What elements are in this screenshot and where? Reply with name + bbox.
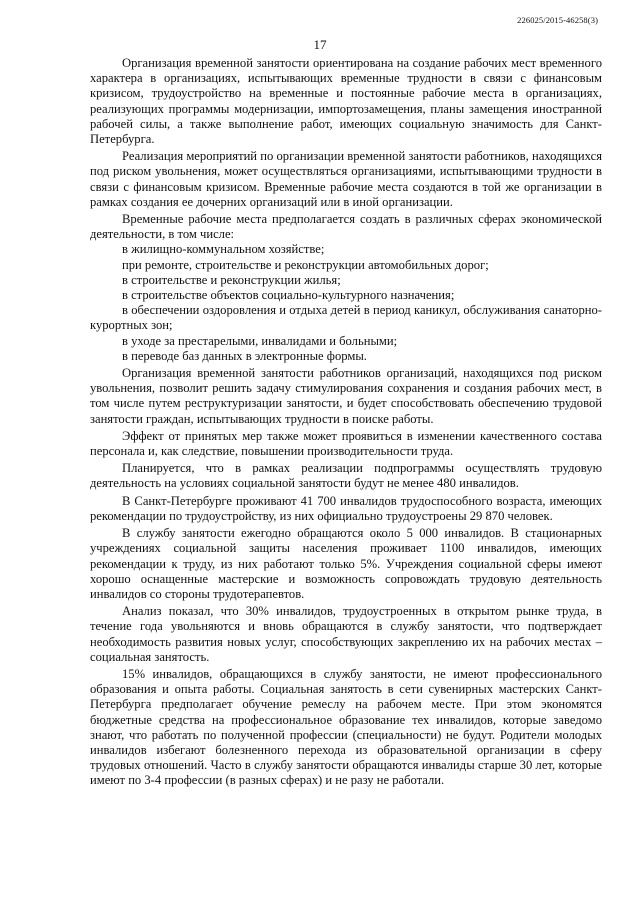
document-body xyxy=(90,56,602,789)
paragraph: Реализация мероприятий по организации временной занятости работников, находящихся под риском увольнения, может осуществляться организациями, испытывающими трудности в связи с финансовым кризисом. Временные рабочие места создаются в той же организации в рамках создания ее дочерних организаций или в иной организации. xyxy=(90,149,602,209)
list-item: в уходе за престарелыми, инвалидами и больными; xyxy=(122,333,398,348)
page-number: 17 xyxy=(313,37,327,52)
list-item: в строительстве объектов социально-культурного назначения; xyxy=(122,288,455,303)
paragraph: 15% инвалидов, обращающихся в службу занятости, не имеют профессионального образования и опыта работы. Социальная занятость в сети сувенирных мастерских Санкт-Петербурга предполагает обучение ремеслу на рабочем месте. При этом экономятся бюджетные средства на профессиональное образование тех инвалидов, которые заведомо знают, что работать по полученной профессии (специальности) не будут. Родители молодых инвалидов избегают болезненного перехода из образовательной организации в сферу трудовых отношений. Часто в службу занятости обращаются инвалиды старше 30 лет, которые имеют по 3-4 профессии (в разных сферах) и не разу не работали. xyxy=(90,666,602,788)
paragraph: Эффект от принятых мер также может проявиться в изменении качественного состава персонала и, как следствие, повышении производительности труда. xyxy=(90,428,602,459)
document-id: 226025/2015-46258(3) xyxy=(517,15,598,25)
list-item: при ремонте, строительстве и реконструкции автомобильных дорог; xyxy=(122,257,489,272)
paragraph: В Санкт-Петербурге проживают 41 700 инвалидов трудоспособного возраста, имеющих рекомендации по трудоустройству, из них официально трудоустроены 29 870 человек. xyxy=(90,493,602,523)
paragraph: Планируется, что в рамках реализации подпрограммы осуществлять трудовую деятельность на условиях социальной занятости будут не менее 480 инвалидов. xyxy=(90,461,602,491)
paragraph: Анализ показал, что 30% инвалидов, трудоустроенных в открытом рынке труда, в течение года увольняются и вновь обращаются в службу занятости, что подтверждает необходимость развития новых услуг, способствующих закреплению их на рабочих местах – социальная занятость. xyxy=(90,604,602,664)
paragraph: Организация временной занятости ориентирована на создание рабочих мест временного характера в организациях, испытывающих временные трудности в связи с финансовым кризисом, трудоустройство на временные и постоянные рабочие места в организациях, реализующих программы модернизации, импортозамещения, планы замещения иностранной рабочей силы, а также выполнение работ, имеющих социальную значимость для Санкт-Петербурга. xyxy=(90,56,602,147)
list-item: в жилищно-коммунальном хозяйстве; xyxy=(122,242,325,257)
paragraph: В службу занятости ежегодно обращаются около 5 000 инвалидов. В стационарных учреждениях социальной защиты населения проживает 1100 инвалидов, имеющих рекомендации к труду, из них работают только 5%. Учреждения социальной сферы имеют хорошо оснащенные мастерские и возможность сопровождать трудовую деятельность инвалидов со стороны трудотерапевтов. xyxy=(90,526,602,601)
list-item: в обеспечении оздоровления и отдыха детей в период каникул, обслуживания санаторно-курортных зон; xyxy=(90,303,602,333)
list-item: в переводе баз данных в электронные формы. xyxy=(122,348,367,363)
paragraph: Организация временной занятости работников организаций, находящихся под риском увольнения, позволит решить задачу стимулирования сохранения и создания рабочих мест, в том числе путем реструктуризации занятости, и будет способствовать обеспечению трудовой занятости граждан, испытывающих трудности в поиске работы. xyxy=(90,366,602,426)
paragraph: Временные рабочие места предполагается создать в различных сферах экономической деятельности, в том числе: xyxy=(90,212,602,242)
list-item: в строительстве и реконструкции жилья; xyxy=(122,272,341,287)
